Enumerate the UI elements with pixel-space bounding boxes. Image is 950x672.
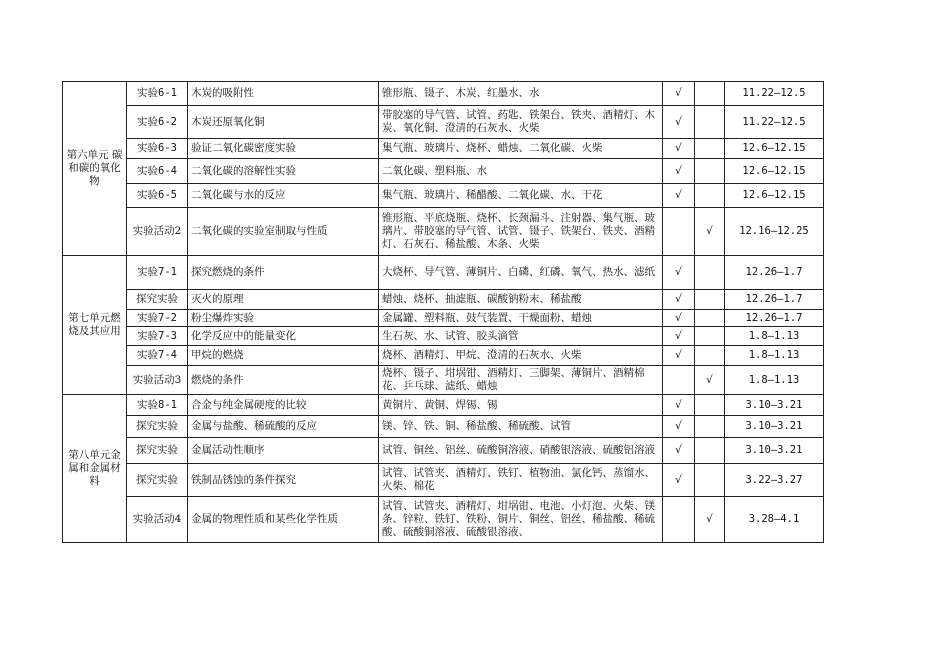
- schedule-date: 1.8—1.13: [725, 327, 824, 346]
- group-check-mark: [695, 346, 725, 366]
- experiment-type: 探究实验: [127, 438, 188, 464]
- schedule-date: 3.28—4.1: [725, 497, 824, 543]
- group-check-mark: [695, 106, 725, 139]
- experiment-name: 粉尘爆炸实验: [188, 310, 379, 327]
- table-row: [63, 256, 824, 290]
- table-row: [63, 438, 824, 464]
- experiment-type: 实验7-4: [127, 346, 188, 366]
- schedule-date: 12.16—12.25: [725, 208, 824, 256]
- demo-check-mark: √: [663, 82, 695, 106]
- unit-title: 第八单元金属和金属材料: [63, 395, 127, 543]
- group-check-mark: [695, 184, 725, 208]
- schedule-date: 1.8—1.13: [725, 366, 824, 395]
- experiment-materials: 黄铜片、黄铜、焊锡、锡: [379, 395, 663, 416]
- experiment-type: 实验活动3: [127, 366, 188, 395]
- group-check-mark: [695, 438, 725, 464]
- group-check-mark: [695, 416, 725, 438]
- unit-title: 第七单元燃烧及其应用: [63, 256, 127, 395]
- experiment-name: 金属活动性顺序: [188, 438, 379, 464]
- experiment-name: 金属的物理性质和某些化学性质: [188, 497, 379, 543]
- group-check-mark: [695, 159, 725, 184]
- experiment-type: 实验6-2: [127, 106, 188, 139]
- schedule-date: 12.26—1.7: [725, 256, 824, 290]
- schedule-date: 12.26—1.7: [725, 310, 824, 327]
- experiment-name: 木炭的吸附性: [188, 82, 379, 106]
- group-check-mark: [695, 139, 725, 159]
- demo-check-mark: [663, 208, 695, 256]
- experiment-materials: 集气瓶、玻璃片、烧杯、蜡烛、二氧化碳、火柴: [379, 139, 663, 159]
- experiment-name: 合金与纯金属硬度的比较: [188, 395, 379, 416]
- table-body: [63, 82, 824, 543]
- demo-check-mark: √: [663, 310, 695, 327]
- demo-check-mark: √: [663, 346, 695, 366]
- experiment-materials: 烧杯、酒精灯、甲烷、澄清的石灰水、火柴: [379, 346, 663, 366]
- group-check-mark: [695, 464, 725, 497]
- demo-check-mark: √: [663, 256, 695, 290]
- experiment-type: 实验8-1: [127, 395, 188, 416]
- table-row: [63, 184, 824, 208]
- table-row: [63, 310, 824, 327]
- group-check-mark: √: [695, 497, 725, 543]
- experiment-name: 化学反应中的能量变化: [188, 327, 379, 346]
- schedule-date: 3.10—3.21: [725, 395, 824, 416]
- group-check-mark: √: [695, 366, 725, 395]
- experiment-materials: 锥形瓶、平底烧瓶、烧杯、长颈漏斗、注射器、集气瓶、玻璃片、带胶塞的导气管、试管、镊子、铁架台、铁夹、酒精灯、石灰石、稀盐酸、木条、火柴: [379, 208, 663, 256]
- experiment-name: 金属与盐酸、稀硫酸的反应: [188, 416, 379, 438]
- schedule-date: 12.26—1.7: [725, 290, 824, 310]
- experiment-materials: 烧杯、镊子、坩埚钳、酒精灯、三脚架、薄铜片、酒精棉花、乒乓球、滤纸、蜡烛: [379, 366, 663, 395]
- experiment-type: 实验6-3: [127, 139, 188, 159]
- experiment-materials: 试管、试管夹、酒精灯、坩埚钳、电池、小灯泡、火柴、镁条、锌粒、铁钉、铁粉、铜片、铜丝、铝丝、稀盐酸、稀硫酸、硫酸铜溶液、硫酸银溶液、: [379, 497, 663, 543]
- schedule-date: 12.6—12.15: [725, 159, 824, 184]
- schedule-date: 3.10—3.21: [725, 416, 824, 438]
- experiment-type: 实验7-1: [127, 256, 188, 290]
- experiment-materials: 大烧杯、导气管、薄铜片、白磷、红磷、氧气、热水、滤纸: [379, 256, 663, 290]
- table-row: [63, 366, 824, 395]
- table-row: [63, 106, 824, 139]
- experiment-type: 实验活动4: [127, 497, 188, 543]
- experiment-materials: 锥形瓶、镊子、木炭、红墨水、水: [379, 82, 663, 106]
- demo-check-mark: √: [663, 290, 695, 310]
- demo-check-mark: √: [663, 438, 695, 464]
- table-row: [63, 208, 824, 256]
- group-check-mark: [695, 256, 725, 290]
- table-row: [63, 82, 824, 106]
- experiment-name: 探究燃烧的条件: [188, 256, 379, 290]
- experiment-schedule-table: [62, 81, 824, 543]
- experiment-type: 探究实验: [127, 416, 188, 438]
- demo-check-mark: √: [663, 139, 695, 159]
- experiment-materials: 带胶塞的导气管、试管、药匙、铁架台、铁夹、酒精灯、木炭、氧化铜、澄清的石灰水、火柴: [379, 106, 663, 139]
- schedule-date: 11.22—12.5: [725, 82, 824, 106]
- experiment-materials: 蜡烛、烧杯、抽滤瓶、碳酸钠粉末、稀盐酸: [379, 290, 663, 310]
- experiment-name: 铁制品锈蚀的条件探究: [188, 464, 379, 497]
- experiment-name: 灭火的原理: [188, 290, 379, 310]
- experiment-type: 实验7-2: [127, 310, 188, 327]
- experiment-type: 实验7-3: [127, 327, 188, 346]
- experiment-materials: 镁、锌、铁、铜、稀盐酸、稀硫酸、试管: [379, 416, 663, 438]
- experiment-materials: 生石灰、水、试管、胶头滴管: [379, 327, 663, 346]
- group-check-mark: [695, 82, 725, 106]
- experiment-type: 实验活动2: [127, 208, 188, 256]
- experiment-materials: 试管、试管夹、酒精灯、铁钉、植物油、氯化钙、蒸馏水、火柴、棉花: [379, 464, 663, 497]
- table-row: [63, 497, 824, 543]
- experiment-materials: 试管、铜丝、铝丝、硫酸铜溶液、硝酸银溶液、硫酸铝溶液: [379, 438, 663, 464]
- experiment-type: 实验6-4: [127, 159, 188, 184]
- group-check-mark: [695, 395, 725, 416]
- schedule-date: 11.22—12.5: [725, 106, 824, 139]
- schedule-date: 12.6—12.15: [725, 139, 824, 159]
- demo-check-mark: √: [663, 464, 695, 497]
- experiment-name: 甲烷的燃烧: [188, 346, 379, 366]
- experiment-materials: 二氧化碳、塑料瓶、水: [379, 159, 663, 184]
- experiment-name: 二氧化碳与水的反应: [188, 184, 379, 208]
- table-row: [63, 346, 824, 366]
- demo-check-mark: √: [663, 327, 695, 346]
- experiment-name: 木炭还原氧化铜: [188, 106, 379, 139]
- group-check-mark: [695, 310, 725, 327]
- experiment-name: 验证二氧化碳密度实验: [188, 139, 379, 159]
- table-row: [63, 395, 824, 416]
- table-row: [63, 139, 824, 159]
- table-row: [63, 159, 824, 184]
- schedule-date: 3.22—3.27: [725, 464, 824, 497]
- experiment-materials: 集气瓶、玻璃片、稀醋酸、二氧化碳、水、干花: [379, 184, 663, 208]
- unit-title: 第六单元 碳和碳的氧化物: [63, 82, 127, 256]
- group-check-mark: √: [695, 208, 725, 256]
- experiment-type: 实验6-1: [127, 82, 188, 106]
- table-row: [63, 290, 824, 310]
- table-row: [63, 416, 824, 438]
- demo-check-mark: √: [663, 184, 695, 208]
- experiment-name: 二氧化碳的实验室制取与性质: [188, 208, 379, 256]
- experiment-type: 探究实验: [127, 290, 188, 310]
- demo-check-mark: [663, 366, 695, 395]
- demo-check-mark: [663, 497, 695, 543]
- experiment-name: 燃烧的条件: [188, 366, 379, 395]
- schedule-date: 12.6—12.15: [725, 184, 824, 208]
- demo-check-mark: √: [663, 395, 695, 416]
- demo-check-mark: √: [663, 159, 695, 184]
- experiment-type: 探究实验: [127, 464, 188, 497]
- table-row: [63, 464, 824, 497]
- demo-check-mark: √: [663, 416, 695, 438]
- table-row: [63, 327, 824, 346]
- group-check-mark: [695, 290, 725, 310]
- schedule-date: 3.10—3.21: [725, 438, 824, 464]
- group-check-mark: [695, 327, 725, 346]
- demo-check-mark: √: [663, 106, 695, 139]
- schedule-date: 1.8—1.13: [725, 346, 824, 366]
- experiment-materials: 金属罐、塑料瓶、鼓气装置、干燥面粉、蜡烛: [379, 310, 663, 327]
- experiment-name: 二氧化碳的溶解性实验: [188, 159, 379, 184]
- experiment-type: 实验6-5: [127, 184, 188, 208]
